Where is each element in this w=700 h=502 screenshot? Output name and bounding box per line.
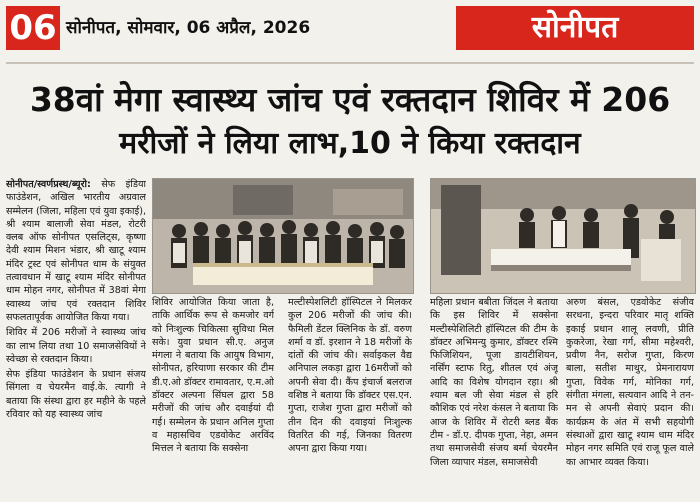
article-column-2: शिविर आयोजित किया जाता है, ताकि आर्थिक रूप से कमजोर वर्ग को निःशुल्क चिकित्सा सुविधा मिल सके। युवा प्रधान सी.ए. अनुज मंगला ने बताया कि आयुष विभाग, सोनीपत, हरियाणा सरकार की टीम डी.ए.ओ डॉक्टर रामावतार, ए.म.ओ डॉक्टर अल्पना सिंघल द्वारा 58 मरीजों की जांच और दवाईयां दी गई। सम्मेलन के प्रधान अनिल गुप्ता व महासचिव एडवोकेट अरविंद मित्तल ने बताया कि सक्सेना bbox=[152, 297, 274, 455]
photo-blood-donation bbox=[430, 178, 696, 294]
article-paragraph: सेफ इंडिया फाउंडेशन, अखिल भारतीय अग्रवाल सम्मेलन (जिला, महिला एवं युवा इकाई), श्री श्याम बालाजी सेवा मंडल, रोटरी क्लब ऑफ सोनीपत एसलिट्स, कृष्णा देवी श्याम मिशन भंडार, श्री खाटू श्याम मंदिर ट्रस्ट एवं सोनीपत धाम के संयुक्त तत्वावधान में खाटू श्याम मंदिर सोनीपत धाम मोहन नगर, सोनीपत में 38वां मेगा स्वास्थ्य जांच एवं रक्तदान शिविर सफलतापूर्वक आयोजित किया गया। bbox=[6, 179, 146, 323]
byline: सोनीपत/स्वर्णप्रस्थ/ब्यूरो: bbox=[6, 179, 91, 190]
article-paragraph: शिविर में 206 मरीजों ने स्वास्थ्य जांच का लाभ लिया तथा 10 समाजसेवियों ने स्वेच्छा से रक्तदान किया। bbox=[6, 327, 146, 365]
headline-line-1: 38वां मेगा स्वास्थ्य जांच एवं रक्तदान शिविर में 206 bbox=[29, 80, 671, 119]
masthead bbox=[0, 0, 700, 58]
divider bbox=[6, 62, 694, 64]
article-column-3: मल्टीस्पेशलिटी हॉस्पिटल ने मिलकर कुल 206 मरीजों की जांच की। फैमिली डेंटल क्लिनिक के डॉ. वरुण शर्मा व डॉ. इरशान ने 18 मरीजों के दांतों की जांच की। सर्वाइकल वैद्य अनिपाल लकड़ा द्वारा 16मरीजों को अपनी सेवा दी। कैंप इंचार्ज बलराज वशिष्ठ ने बताया कि डॉक्टर एस.एन. गुप्ता, राजेश गुप्ता द्वारा मरीजों को तीन दिन की दवाइयां निःशुल्क वितरित की गई, जिनका वितरण अपना द्वारा किया गया। bbox=[288, 297, 412, 455]
article-column-4: महिला प्रधान बबीता जिंदल ने बताया कि इस शिविर में सक्सेना मल्टीस्पेशिलिटी हॉस्पिटल की टीम के डॉक्टर अभिमन्यु कुमार, डॉक्टर रश्मि फिजिशियन, पूजा डायटीशियन, नर्सिंग स्टाफ रितु, शीतल एवं अंजू आदि का विशेष योगदान रहा। श्री श्याम बल जी सेवा मंडल से हरि कौशिक एवं नरेश कंसल ने बताया कि आज के शिविर में रोटरी ब्लड बैंक टीम - डॉ.ए. दीपक गुप्ता, नेहा, अमन तथा समाजसेवी संजय बर्मा चेयरमैन जिला व्यापार मंडल, समाजसेवी bbox=[430, 297, 558, 468]
section-banner: सोनीपत bbox=[456, 6, 694, 50]
headline-line-2: मरीजों ने लिया लाभ,10 ने किया रक्तदान bbox=[119, 126, 581, 161]
photo-illustration bbox=[431, 179, 695, 293]
page-number: 06 bbox=[6, 6, 60, 50]
article-column-5: अरुण बंसल, एडवोकेट संजीव सरधना, इन्दरा परिवार मातृ शक्ति इकाई प्रधान शालू लवणी, प्रीति कुकरेजा, रेखा गर्ग, सीमा महेश्वरी, प्रवीण नैन, सरोज गुप्ता, किरण बाला, सतीश माथुर, प्रेमनारायण गुप्ता, विवेक गर्ग, मोनिका गर्ग, संगीता मंगला, सत्यवान आदि ने तन-मन से अपनी सेवाएं प्रदान की। कार्यक्रम के अंत में सभी सहयोगी संस्थाओं द्वारा खाटू श्याम धाम मंदिर मोहन नगर समिति एवं राजू फूल वाले का आभार व्यक्त किया। bbox=[566, 297, 694, 468]
photo-health-camp-group bbox=[152, 178, 414, 294]
photo-illustration bbox=[153, 179, 413, 293]
article-paragraph: सेफ इंडिया फाउंडेशन के प्रधान संजय सिंगला व चेयरमैन वाई.के. त्यागी ने बताया कि संस्था द्वारा हर महीने के पहले रविवार को यह स्वास्थ्य जांच bbox=[6, 369, 146, 421]
article-column-1 bbox=[6, 178, 146, 498]
dateline: सोनीपत, सोमवार, 06 अप्रैल, 2026 bbox=[66, 18, 311, 38]
